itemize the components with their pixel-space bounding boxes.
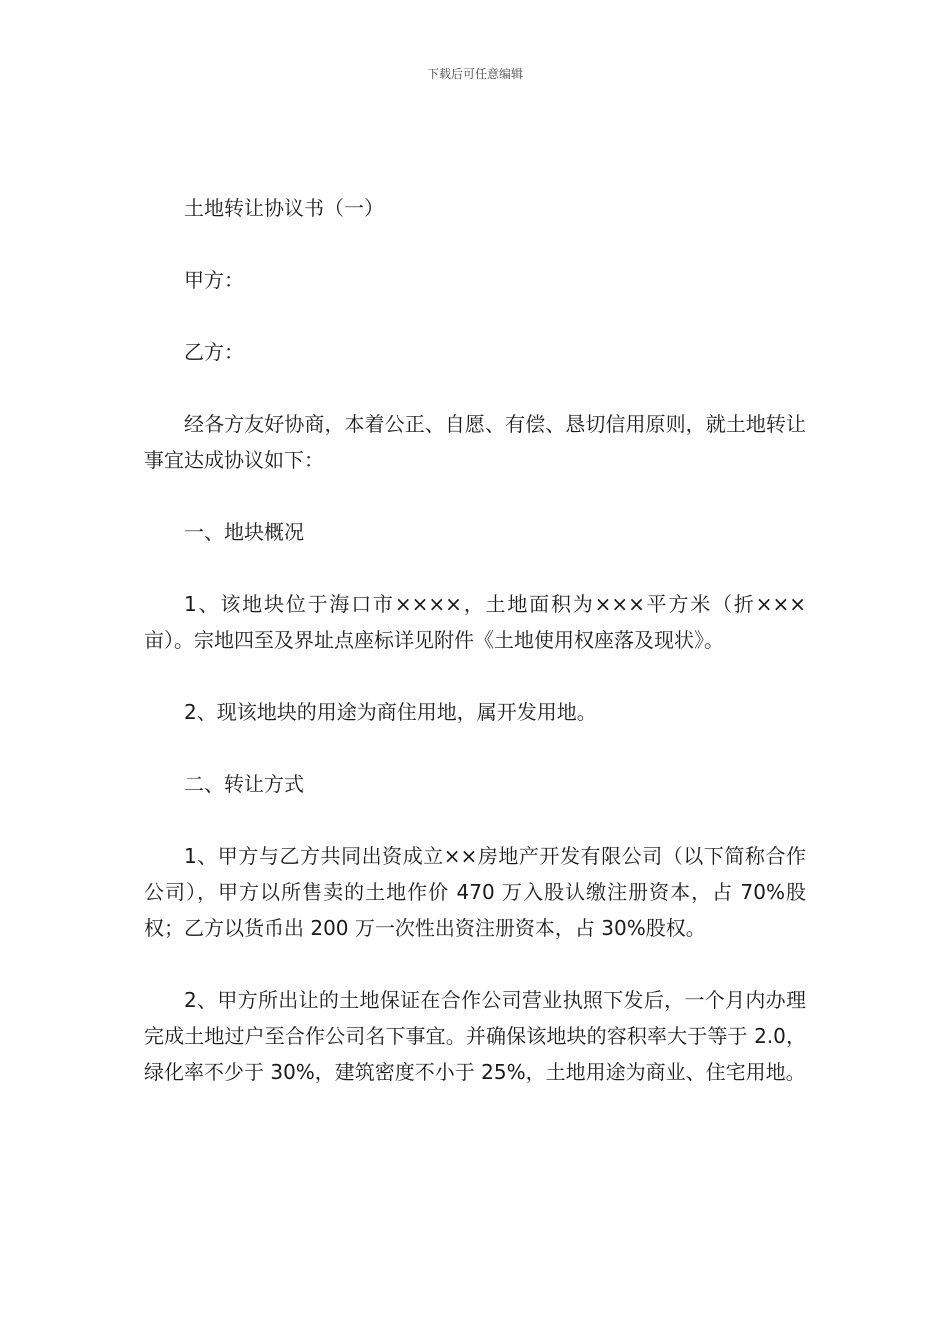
page-header: 下载后可任意编辑 <box>426 67 523 81</box>
document-body <box>144 190 806 1090</box>
paragraph-gap <box>144 658 806 694</box>
section-2-item-1: 1、甲方与乙方共同出资成立××房地产开发有限公司（以下简称合作公司），甲方以所售卖的土地作价 470 万入股认缴注册资本，占 70%股权；乙方以货币出 200 万一次性出资注册资本，占 30%股权。 <box>144 844 806 940</box>
paragraph-gap <box>144 298 806 334</box>
paragraph-gap <box>144 730 806 766</box>
paragraph-gap <box>144 946 806 982</box>
section-2-heading: 二、转让方式 <box>184 772 304 796</box>
paragraph-gap <box>144 370 806 406</box>
section-1-item-1: 1、该地块位于海口市××××，土地面积为×××平方米（折×××亩）。宗地四至及界址点座标详见附件《土地使用权座落及现状》。 <box>144 592 806 652</box>
section-1-heading: 一、地块概况 <box>184 520 304 544</box>
paragraph-gap <box>144 478 806 514</box>
party-b-line: 乙方： <box>184 340 244 364</box>
document-title: 土地转让协议书（一） <box>184 196 384 220</box>
paragraph-gap <box>144 226 806 262</box>
intro-paragraph: 经各方友好协商，本着公正、自愿、有偿、恳切信用原则，就土地转让事宜达成协议如下： <box>144 412 806 472</box>
section-1-item-2: 2、现该地块的用途为商住用地，属开发用地。 <box>184 700 597 724</box>
party-a-line: 甲方： <box>184 268 244 292</box>
paragraph-gap <box>144 550 806 586</box>
section-2-item-2: 2、甲方所出让的土地保证在合作公司营业执照下发后，一个月内办理完成土地过户至合作公司名下事宜。并确保该地块的容积率大于等于 2.0，绿化率不少于 30%，建筑密度不小于 25%，土地用途为商业、住宅用地。 <box>144 988 806 1084</box>
paragraph-gap <box>144 802 806 838</box>
